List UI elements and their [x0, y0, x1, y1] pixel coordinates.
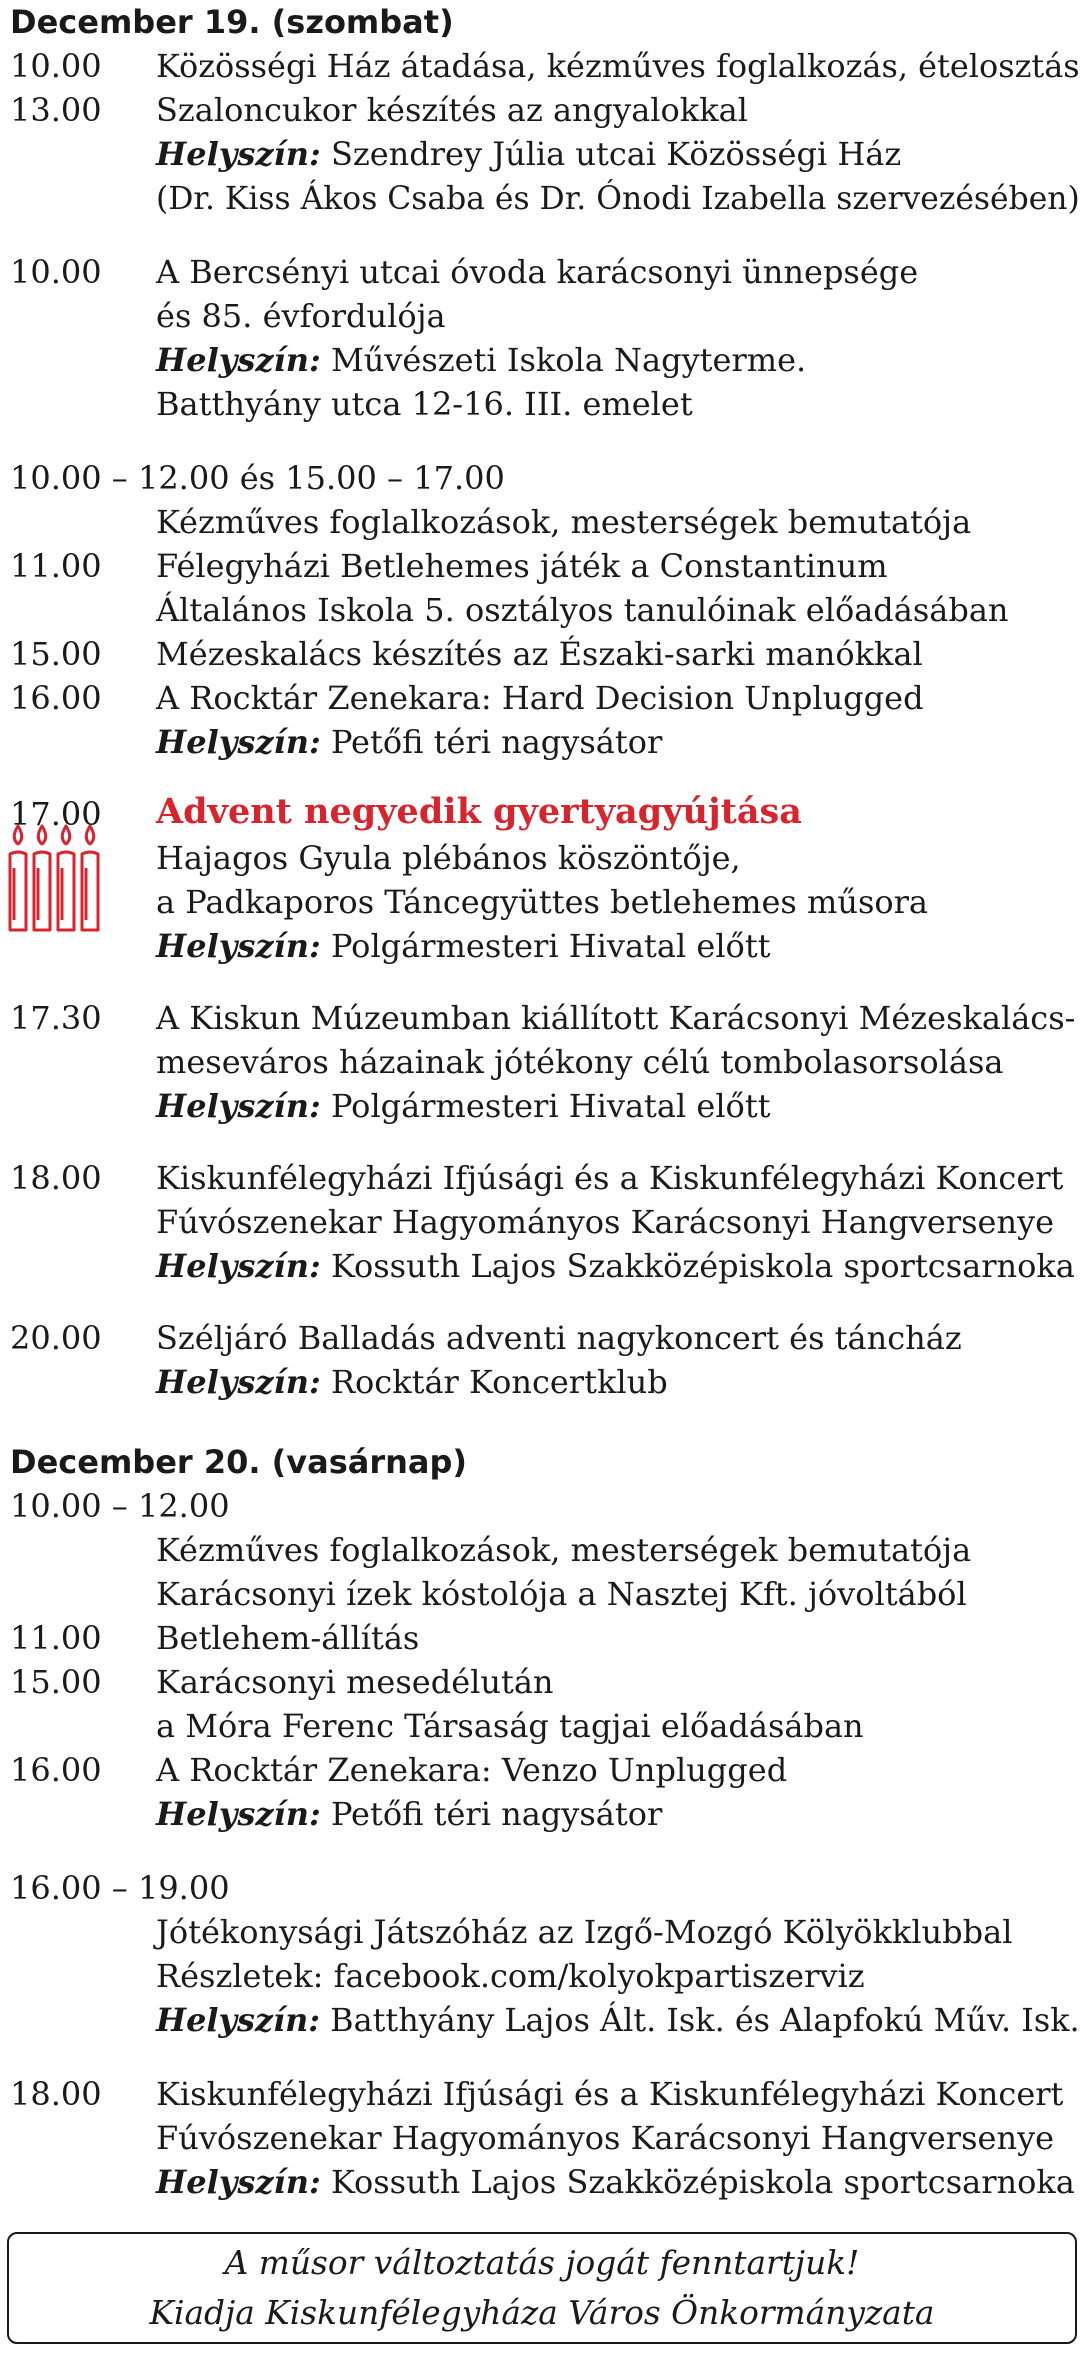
- event-title: A Rocktár Zenekara: Hard Decision Unplugged: [156, 679, 924, 717]
- venue-label: Helyszín:: [156, 1795, 321, 1833]
- venue-name: Polgármesteri Hivatal előtt: [330, 927, 771, 965]
- venue-line: [156, 1244, 1075, 1288]
- footer-disclaimer: A műsor változtatás jogát fenntartjuk!: [224, 2243, 860, 2282]
- event-title: Betlehem-állítás: [156, 1619, 420, 1657]
- event-time: 10.00 – 12.00: [10, 1487, 230, 1525]
- event-time: 11.00: [10, 1619, 102, 1657]
- event-time: 10.00: [10, 47, 102, 85]
- venue-label: Helyszín:: [156, 1363, 321, 1401]
- event-desc: Hajagos Gyula plébános köszöntője,: [156, 839, 741, 877]
- event-title: Kiskunfélegyházi Ifjúsági és a Kiskunfélegyházi Koncert: [156, 1159, 1064, 1197]
- event-title: Szaloncukor készítés az angyalokkal: [156, 91, 748, 129]
- event-details: Részletek: facebook.com/kolyokpartiszerviz: [156, 1957, 865, 1995]
- day2-title: December 20. (vasárnap): [10, 1443, 468, 1481]
- event-title-cont: és 85. évfordulója: [156, 297, 446, 335]
- event-title: Kiskunfélegyházi Ifjúsági és a Kiskunfélegyházi Koncert: [156, 2075, 1064, 2113]
- event-time: 13.00: [10, 91, 102, 129]
- event-time: 17.30: [10, 999, 102, 1037]
- candles-icon: [6, 820, 106, 935]
- event-time: 15.00: [10, 635, 102, 673]
- venue-label: Helyszín:: [156, 2163, 321, 2201]
- event-time: 16.00: [10, 679, 102, 717]
- event-time: 20.00: [10, 1319, 102, 1357]
- venue-label: Helyszín:: [156, 1247, 321, 1285]
- event-time: 16.00: [10, 1751, 102, 1789]
- event-title-cont: a Móra Ferenc Társaság tagjai előadásában: [156, 1707, 864, 1745]
- event-time: 10.00 – 12.00 és 15.00 – 17.00: [10, 459, 505, 497]
- event-time: 18.00: [10, 1159, 102, 1197]
- venue-line: [156, 924, 771, 968]
- event-title: Kézműves foglalkozások, mesterségek bemutatója: [156, 503, 972, 541]
- event-title: A Bercsényi utcai óvoda karácsonyi ünnepsége: [156, 253, 919, 291]
- venue-label: Helyszín:: [156, 2001, 321, 2039]
- event-title: Karácsonyi ízek kóstolója a Nasztej Kft. jóvoltából: [156, 1575, 967, 1613]
- venue-label: Helyszín:: [156, 927, 321, 965]
- event-time: 15.00: [10, 1663, 102, 1701]
- venue-line: [156, 2160, 1075, 2204]
- event-title: Széljáró Balladás adventi nagykoncert és táncház: [156, 1319, 962, 1357]
- venue-name: Petőfi téri nagysátor: [330, 1795, 663, 1833]
- event-title-cont: Fúvószenekar Hagyományos Karácsonyi Hangversenye: [156, 1203, 1055, 1241]
- event-title: Mézeskalács készítés az Északi-sarki manókkal: [156, 635, 923, 673]
- footer-box: [7, 2232, 1077, 2344]
- venue-name: Batthyány Lajos Ált. Isk. és Alapfokú Műv. Isk.: [330, 2001, 1080, 2039]
- event-time: 10.00: [10, 253, 102, 291]
- venue-address: Batthyány utca 12-16. III. emelet: [156, 385, 693, 423]
- venue-name: Polgármesteri Hivatal előtt: [330, 1087, 771, 1125]
- footer-publisher: Kiadja Kiskunfélegyháza Város Önkormányzata: [149, 2293, 935, 2332]
- advent-highlight-title: Advent negyedik gyertyagyújtása: [156, 791, 802, 832]
- venue-line: [156, 132, 901, 176]
- venue-line: [156, 1792, 662, 1836]
- venue-label: Helyszín:: [156, 1087, 321, 1125]
- venue-line: [156, 338, 806, 382]
- event-title: A Rocktár Zenekara: Venzo Unplugged: [156, 1751, 788, 1789]
- venue-name: Petőfi téri nagysátor: [330, 723, 663, 761]
- venue-line: [156, 1360, 668, 1404]
- event-title: Kézműves foglalkozások, mesterségek bemutatója: [156, 1531, 972, 1569]
- event-desc: a Padkaporos Táncegyüttes betlehemes műsora: [156, 883, 928, 921]
- venue-name: Szendrey Júlia utcai Közösségi Ház: [330, 135, 902, 173]
- day1-title: December 19. (szombat): [10, 3, 454, 41]
- venue-name: Kossuth Lajos Szakközépiskola sportcsarnoka: [330, 1247, 1075, 1285]
- venue-label: Helyszín:: [156, 723, 321, 761]
- venue-line: [156, 1084, 771, 1128]
- venue-label: Helyszín:: [156, 341, 321, 379]
- venue-line: [156, 720, 662, 764]
- event-title: Karácsonyi mesedélután: [156, 1663, 554, 1701]
- event-time: 11.00: [10, 547, 102, 585]
- venue-name: Rocktár Koncertklub: [330, 1363, 668, 1401]
- event-title-cont: Fúvószenekar Hagyományos Karácsonyi Hangversenye: [156, 2119, 1055, 2157]
- venue-name: Művészeti Iskola Nagyterme.: [330, 341, 807, 379]
- venue-label: Helyszín:: [156, 135, 321, 173]
- event-note: (Dr. Kiss Ákos Csaba és Dr. Ónodi Izabella szervezésében): [156, 179, 1080, 217]
- event-time: 17.00: [10, 795, 102, 833]
- event-time: 16.00 – 19.00: [10, 1869, 230, 1907]
- event-title: Közösségi Ház átadása, kézműves foglalkozás, ételosztás: [156, 47, 1080, 85]
- event-title: A Kiskun Múzeumban kiállított Karácsonyi Mézeskalács-: [156, 999, 1076, 1037]
- venue-line: [156, 1998, 1080, 2042]
- venue-name: Kossuth Lajos Szakközépiskola sportcsarnoka: [330, 2163, 1075, 2201]
- event-title-cont: Általános Iskola 5. osztályos tanulóinak előadásában: [156, 591, 1009, 629]
- event-title-cont: meseváros házainak jótékony célú tombolasorsolása: [156, 1043, 1004, 1081]
- event-time: 18.00: [10, 2075, 102, 2113]
- event-title: Jótékonysági Játszóház az Izgő-Mozgó Kölyökklubbal: [156, 1913, 1013, 1951]
- event-title: Félegyházi Betlehemes játék a Constantinum: [156, 547, 888, 585]
